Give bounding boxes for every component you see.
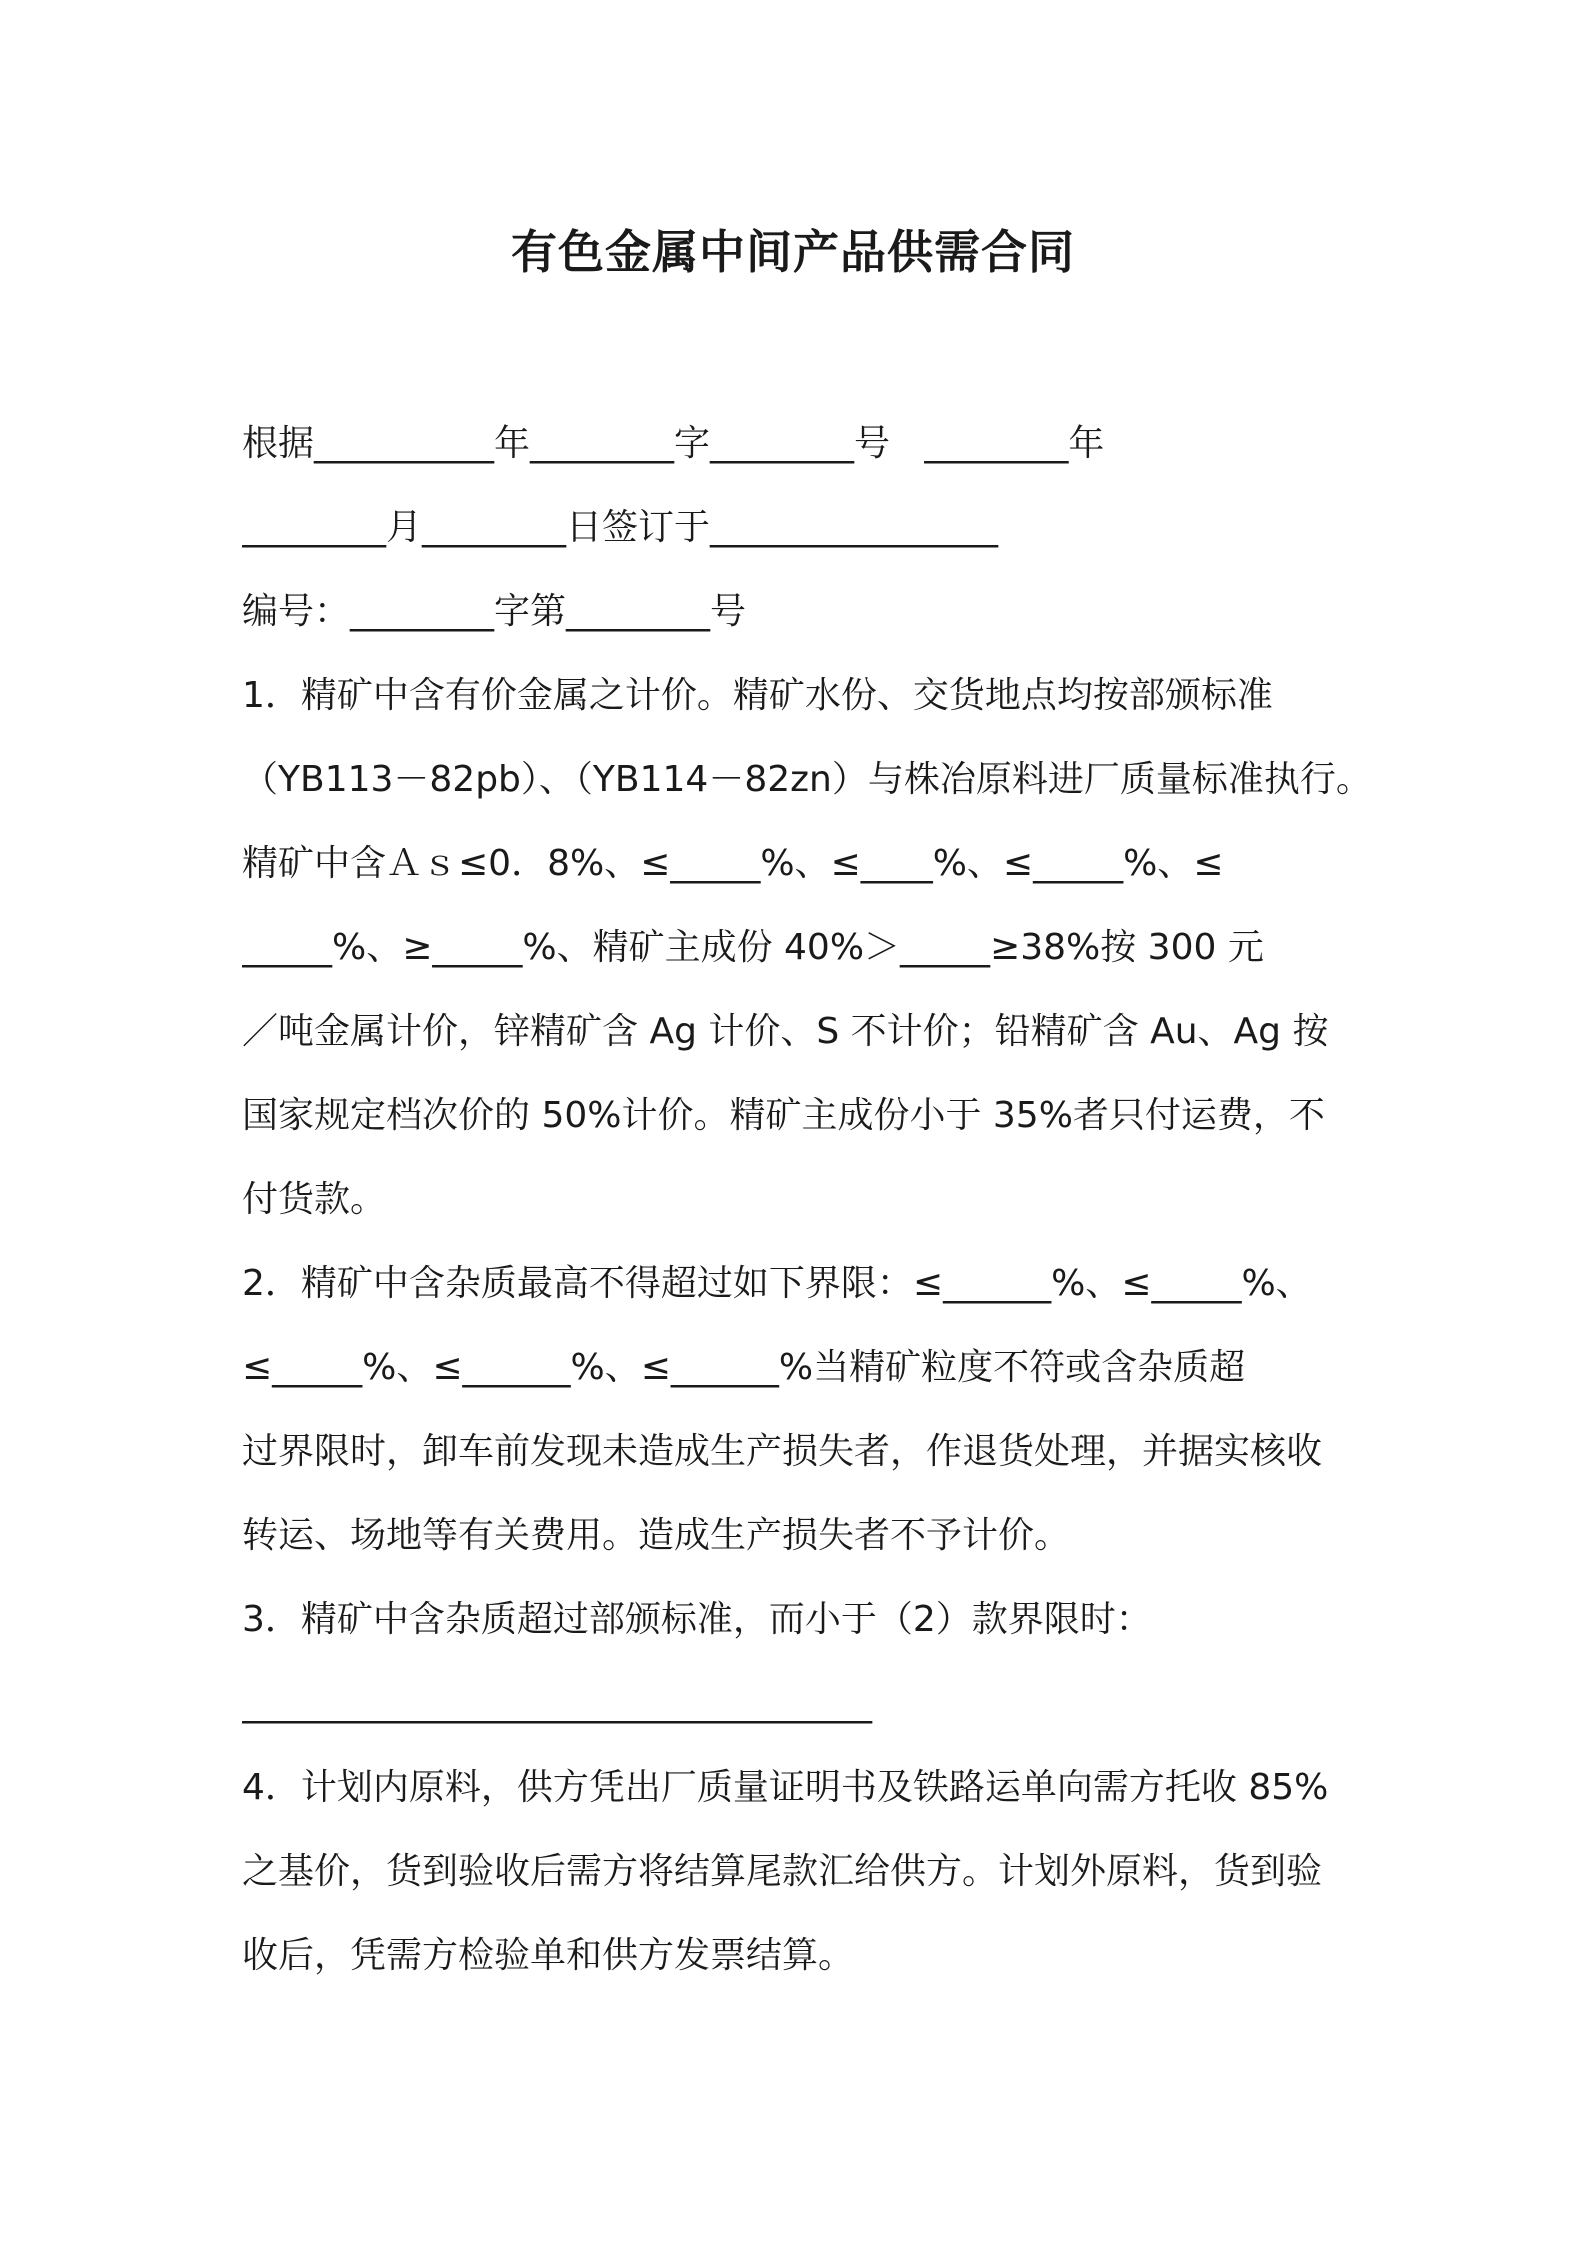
document-body bbox=[242, 402, 1382, 1998]
text-line: ／吨金属计价，锌精矿含 Ag 计价、S 不计价；铅精矿含 Au、Ag 按 bbox=[242, 1011, 1329, 1052]
document-title: 有色金属中间产品供需合同 bbox=[511, 225, 1075, 279]
text-line: 2．精矿中含杂质最高不得超过如下界限：≤______%、≤_____%、 bbox=[242, 1263, 1312, 1304]
text-line: （YB113－82pb）、（YB114－82zn）与株冶原料进厂质量标准执行。 bbox=[242, 759, 1372, 800]
text-line: 过界限时，卸车前发现未造成生产损失者，作退货处理，并据实核收 bbox=[242, 1431, 1323, 1472]
text-line: 根据__________年________字________号 ________年 bbox=[242, 423, 1105, 464]
text-line: 精矿中含Ａｓ≤0．8%、≤_____%、≤____%、≤_____%、≤ bbox=[242, 843, 1224, 884]
text-line: 收后，凭需方检验单和供方发票结算。 bbox=[242, 1935, 855, 1976]
text-line: 3．精矿中含杂质超过部颁标准，而小于（2）款界限时： bbox=[242, 1599, 1152, 1640]
text-line: 付货款。 bbox=[242, 1179, 387, 1220]
text-line: 转运、场地等有关费用。造成生产损失者不予计价。 bbox=[242, 1515, 1071, 1556]
text-line: 4．计划内原料，供方凭出厂质量证明书及铁路运单向需方托收 85% bbox=[242, 1767, 1329, 1808]
text-line: 编号：________字第________号 bbox=[242, 591, 747, 632]
text-line: 之基价，货到验收后需方将结算尾款汇给供方。计划外原料，货到验 bbox=[242, 1851, 1323, 1892]
text-line: ≤_____%、≤______%、≤______%当精矿粒度不符或含杂质超 bbox=[242, 1347, 1246, 1388]
blank-underline: ___________________________________ bbox=[242, 1683, 872, 1724]
text-line: 国家规定档次价的 50%计价。精矿主成份小于 35%者只付运费，不 bbox=[242, 1095, 1325, 1136]
text-line: 1．精矿中含有价金属之计价。精矿水份、交货地点均按部颁标准 bbox=[242, 675, 1273, 716]
text-line: _____%、≥_____%、精矿主成份 40%＞_____≥38%按 300 元 bbox=[242, 927, 1264, 968]
text-line: ________月________日签订于________________ bbox=[242, 507, 999, 548]
